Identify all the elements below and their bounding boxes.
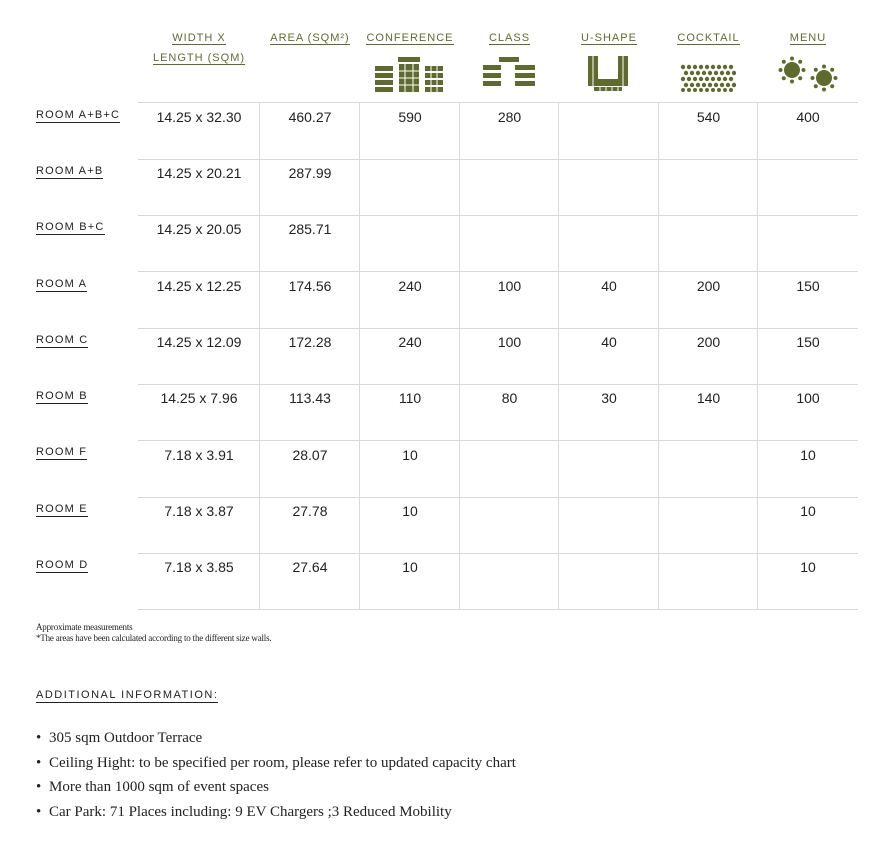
cell-cocktail: 540 [696,109,721,125]
row-divider [138,609,858,610]
cell-conference: 110 [398,390,422,406]
cell-class: 280 [497,109,522,125]
cell-menu: 10 [800,447,816,463]
row-divider [138,215,858,216]
column-divider [757,102,758,609]
room-label: ROOM B+C [36,221,105,233]
cell-area: 460.27 [288,109,332,125]
room-label: ROOM D [36,559,89,571]
cell-dims: 14.25 x 7.96 [160,390,238,406]
cell-area: 174.56 [288,278,332,294]
room-label: ROOM F [36,446,88,458]
cell-menu: 150 [796,278,820,294]
u-shape-layout-icon [588,56,630,92]
cell-class: 100 [497,334,522,350]
room-label: ROOM A [36,278,88,290]
cell-area: 285.71 [288,221,332,237]
col-header-width-line2: LENGTH (SQM) [152,52,246,64]
room-label: ROOM E [36,503,88,515]
cell-menu: 100 [796,390,820,406]
cell-conference: 10 [402,447,418,463]
cell-u-shape: 40 [601,278,617,294]
cell-menu: 150 [796,334,820,350]
cell-dims: 14.25 x 20.05 [156,221,242,237]
classroom-layout-icon [483,56,535,94]
cell-menu: 400 [796,109,820,125]
cocktail-layout-icon [680,64,736,92]
cell-area: 28.07 [292,447,328,463]
col-header-class-label: CLASS [488,32,531,44]
cell-conference: 240 [398,334,422,350]
col-header-conference-label: CONFERENCE [366,32,454,44]
cell-menu: 10 [800,559,816,575]
row-divider [138,553,858,554]
col-header-class [460,28,559,48]
cell-conference: 590 [398,109,422,125]
col-header-conference [360,28,460,48]
room-label: ROOM C [36,334,89,346]
cell-conference: 10 [402,559,418,575]
footnote-areas: *The areas have been calculated according to the different size walls. [36,633,272,643]
column-divider [658,102,659,609]
cell-dims: 14.25 x 20.21 [156,165,242,181]
col-header-u-shape [559,28,659,48]
cell-dims: 14.25 x 12.09 [156,334,242,350]
cell-area: 27.78 [292,503,328,519]
cell-conference: 240 [398,278,422,294]
cell-dims: 7.18 x 3.85 [164,559,234,575]
cell-u-shape: 30 [601,390,617,406]
conference-layout-icon [375,56,445,94]
list-item-text: Ceiling Hight: to be specified per room, please refer to updated capacity chart [49,754,516,771]
list-item [36,752,516,777]
footnote-approximate: Approximate measurements [36,622,133,632]
row-divider [138,328,858,329]
additional-info-list [36,727,516,825]
col-header-area [260,28,360,48]
row-divider [138,440,858,441]
list-item-text: More than 1000 sqm of event spaces [49,779,269,795]
col-header-menu [758,28,858,48]
row-divider [138,271,858,272]
list-item [36,727,516,752]
cell-area: 27.64 [292,559,328,575]
list-item-text: Car Park: 71 Places including: 9 EV Chargers ;3 Reduced Mobility [49,803,452,820]
list-item-text: 305 sqm Outdoor Terrace [49,730,203,746]
col-header-u-shape-label: U-SHAPE [581,32,637,44]
cell-class: 80 [501,390,518,406]
cell-cocktail: 200 [696,278,721,294]
cell-dims: 14.25 x 12.25 [156,278,242,294]
room-label: ROOM B [36,390,88,402]
col-header-width-length [138,28,260,68]
col-header-width-line1: WIDTH X [172,32,226,44]
cell-conference: 10 [402,503,418,519]
list-item [36,776,516,801]
additional-info-title: ADDITIONAL INFORMATION: [36,689,219,701]
column-divider [459,102,460,609]
cell-area: 172.28 [288,334,332,350]
col-header-area-label: AREA (SQM²) [270,32,350,44]
row-divider [138,384,858,385]
cell-area: 287.99 [288,165,332,181]
col-header-menu-label: MENU [789,32,827,44]
cell-menu: 10 [800,503,816,519]
cell-class: 100 [497,278,522,294]
cell-dims: 14.25 x 32.30 [156,109,242,125]
cell-cocktail: 140 [696,390,721,406]
room-label: ROOM A+B+C [36,109,121,121]
col-header-cocktail-label: COCKTAIL [677,32,740,44]
list-item [36,801,516,826]
room-label: ROOM A+B [36,165,104,177]
cell-dims: 7.18 x 3.87 [164,503,234,519]
row-divider [138,102,858,103]
cell-area: 113.43 [289,390,331,406]
col-header-cocktail [659,28,758,48]
cell-cocktail: 200 [696,334,721,350]
cell-dims: 7.18 x 3.91 [164,447,234,463]
cell-u-shape: 40 [601,334,617,350]
footnotes [36,622,271,644]
banquet-round-tables-icon [776,56,838,92]
row-divider [138,497,858,498]
column-divider [558,102,559,609]
row-divider [138,159,858,160]
